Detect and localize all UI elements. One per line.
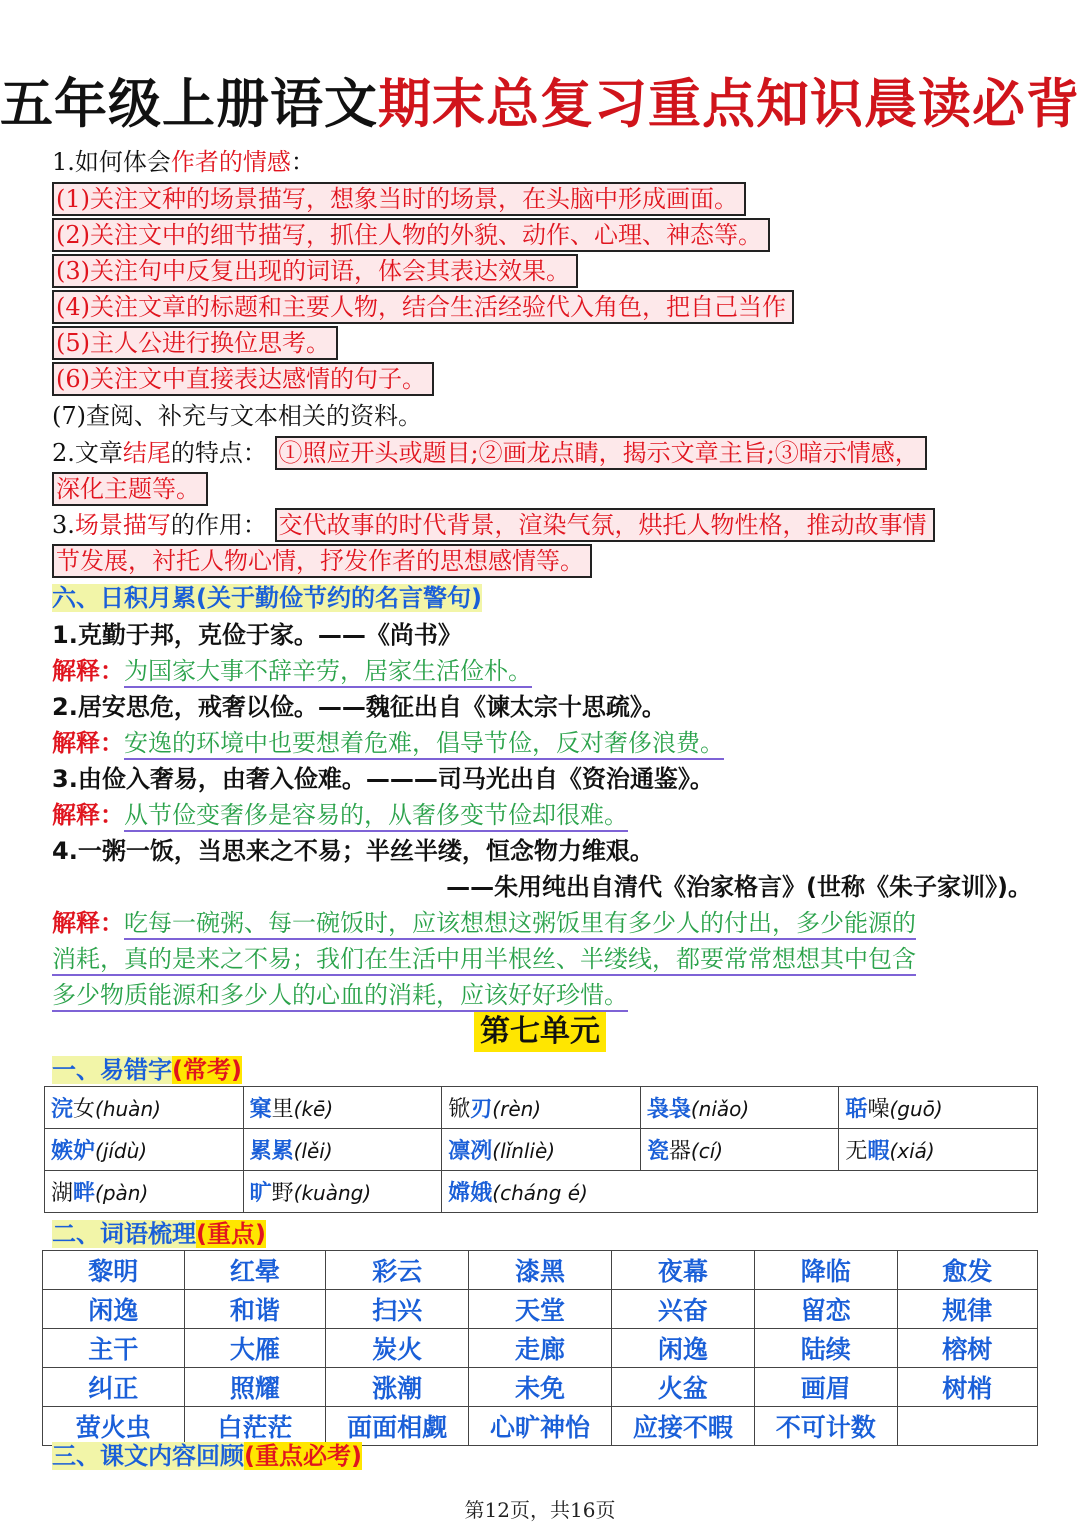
page-number: 第12页，共16页 [464, 1498, 616, 1522]
section-two-heading: 二、词语梳理(重点) [52, 1220, 266, 1248]
word-cell: 不可计数 [754, 1407, 897, 1446]
word-cell: 涨潮 [326, 1368, 469, 1407]
word-cell: 天堂 [469, 1290, 612, 1329]
char-cell: 旷野(kuàng) [243, 1171, 442, 1213]
page-title: 五年级上册语文期末总复习重点知识晨读必背 [0, 74, 1080, 135]
q2-heading: 2.文章结尾的特点： ①照应开头或题目;②画龙点睛，揭示文章主旨;③暗示情感， [52, 436, 927, 470]
q1-item: (4)关注文章的标题和主要人物，结合生活经验代入角色，把自己当作 [52, 290, 794, 324]
quote-1-explanation: 解释：为国家大事不辞辛劳，居家生活俭朴。 [52, 655, 532, 687]
word-cell: 炭火 [326, 1329, 469, 1368]
quote-4-explanation-line: 消耗，真的是来之不易；我们在生活中用半根丝、半缕线，都要常常想想其中包含 [52, 943, 916, 975]
word-cell: 大雁 [184, 1329, 326, 1368]
word-cell: 心旷神怡 [469, 1407, 612, 1446]
quote-3-explanation: 解释：从节俭变奢侈是容易的，从奢侈变节俭却很难。 [52, 799, 628, 831]
char-cell: 凛冽(lǐnliè) [442, 1129, 641, 1171]
q1-item: (3)关注句中反复出现的词语，体会其表达效果。 [52, 254, 578, 288]
section-one-heading: 一、易错字(常考) [52, 1056, 242, 1084]
word-cell: 规律 [897, 1290, 1037, 1329]
char-cell: 聒噪(guō) [839, 1087, 1038, 1129]
word-cell: 应接不暇 [611, 1407, 754, 1446]
word-cell: 漆黑 [469, 1251, 612, 1290]
quote-2: 2.居安思危，戒奢以俭。——魏征出自《谏太宗十思疏》。 [52, 693, 666, 721]
section-three-heading: 三、课文内容回顾(重点必考) [52, 1442, 362, 1470]
word-cell: 走廊 [469, 1329, 612, 1368]
quote-4-explanation-line: 多少物质能源和多少人的心血的消耗，应该好好珍惜。 [52, 979, 628, 1011]
word-cell: 树梢 [897, 1368, 1037, 1407]
word-cell: 扫兴 [326, 1290, 469, 1329]
quote-4-source: ——朱用纯出自清代《治家格言》(世称《朱子家训》)。 [446, 873, 1032, 901]
word-cell: 榕树 [897, 1329, 1037, 1368]
word-review-table [42, 1250, 1038, 1446]
quote-2-explanation: 解释：安逸的环境中也要想着危难，倡导节俭，反对奢侈浪费。 [52, 727, 724, 759]
q3-answer: 节发展，衬托人物心情，抒发作者的思想感情等。 [52, 544, 592, 578]
q1-item: (1)关注文种的场景描写，想象当时的场景，在头脑中形成画面。 [52, 182, 746, 216]
table-row [45, 1129, 1038, 1171]
char-cell: 嫉妒(jídù) [45, 1129, 244, 1171]
q3-heading: 3.场景描写的作用： 交代故事的时代背景，渲染气氛，烘托人物性格，推动故事情 [52, 508, 935, 542]
word-cell: 火盆 [611, 1368, 754, 1407]
word-cell: 留恋 [754, 1290, 897, 1329]
quote-4-explanation: 解释：吃每一碗粥、每一碗饭时，应该想想这粥饭里有多少人的付出，多少能源的 [52, 907, 916, 939]
word-cell: 愈发 [897, 1251, 1037, 1290]
word-cell: 纠正 [43, 1368, 185, 1407]
word-cell: 降临 [754, 1251, 897, 1290]
table-row [43, 1368, 1038, 1407]
table-row [43, 1290, 1038, 1329]
word-cell: 陆续 [754, 1329, 897, 1368]
word-cell: 闲逸 [611, 1329, 754, 1368]
unit-heading: 第七单元 [474, 1012, 606, 1052]
word-cell: 闲逸 [43, 1290, 185, 1329]
q1-item: (2)关注文中的细节描写，抓住人物的外貌、动作、心理、神态等。 [52, 218, 770, 252]
word-cell: 和谐 [184, 1290, 326, 1329]
char-cell: 累累(lěi) [243, 1129, 442, 1171]
word-cell [897, 1407, 1037, 1446]
char-cell: 无暇(xiá) [839, 1129, 1038, 1171]
quote-1: 1.克勤于邦，克俭于家。——《尚书》 [52, 621, 462, 649]
word-cell: 黎明 [43, 1251, 185, 1290]
quote-4: 4.一粥一饭，当思来之不易；半丝半缕，恒念物力维艰。 [52, 837, 654, 865]
table-row [43, 1329, 1038, 1368]
char-cell: 浣女(huàn) [45, 1087, 244, 1129]
char-cell: 锨刃(rèn) [442, 1087, 641, 1129]
table-row [43, 1251, 1038, 1290]
table-row [45, 1087, 1038, 1129]
q1-heading: 1.如何体会作者的情感： [52, 148, 315, 176]
word-cell: 白茫茫 [184, 1407, 326, 1446]
word-cell: 彩云 [326, 1251, 469, 1290]
word-cell: 夜幕 [611, 1251, 754, 1290]
char-cell: 湖畔(pàn) [45, 1171, 244, 1213]
word-cell: 红晕 [184, 1251, 326, 1290]
q2-answer: 深化主题等。 [52, 472, 208, 506]
char-cell: 嫦娥(cháng é) [442, 1171, 1038, 1213]
section-six-heading: 六、日积月累(关于勤俭节约的名言警句) [52, 584, 482, 612]
q1-item7: (7)查阅、补充与文本相关的资料。 [52, 402, 422, 430]
word-cell: 未免 [469, 1368, 612, 1407]
table-row [45, 1171, 1038, 1213]
q1-item: (6)关注文中直接表达感情的句子。 [52, 362, 434, 396]
word-cell: 画眉 [754, 1368, 897, 1407]
word-cell: 面面相觑 [326, 1407, 469, 1446]
word-cell: 主干 [43, 1329, 185, 1368]
quote-3: 3.由俭入奢易，由奢入俭难。———司马光出自《资治通鉴》。 [52, 765, 714, 793]
word-cell: 兴奋 [611, 1290, 754, 1329]
word-cell: 萤火虫 [43, 1407, 185, 1446]
char-cell: 袅袅(niǎo) [640, 1087, 839, 1129]
char-cell: 瓷器(cí) [640, 1129, 839, 1171]
word-cell: 照耀 [184, 1368, 326, 1407]
error-prone-characters-table [44, 1086, 1038, 1213]
q1-item: (5)主人公进行换位思考。 [52, 326, 338, 360]
char-cell: 窠里(kē) [243, 1087, 442, 1129]
